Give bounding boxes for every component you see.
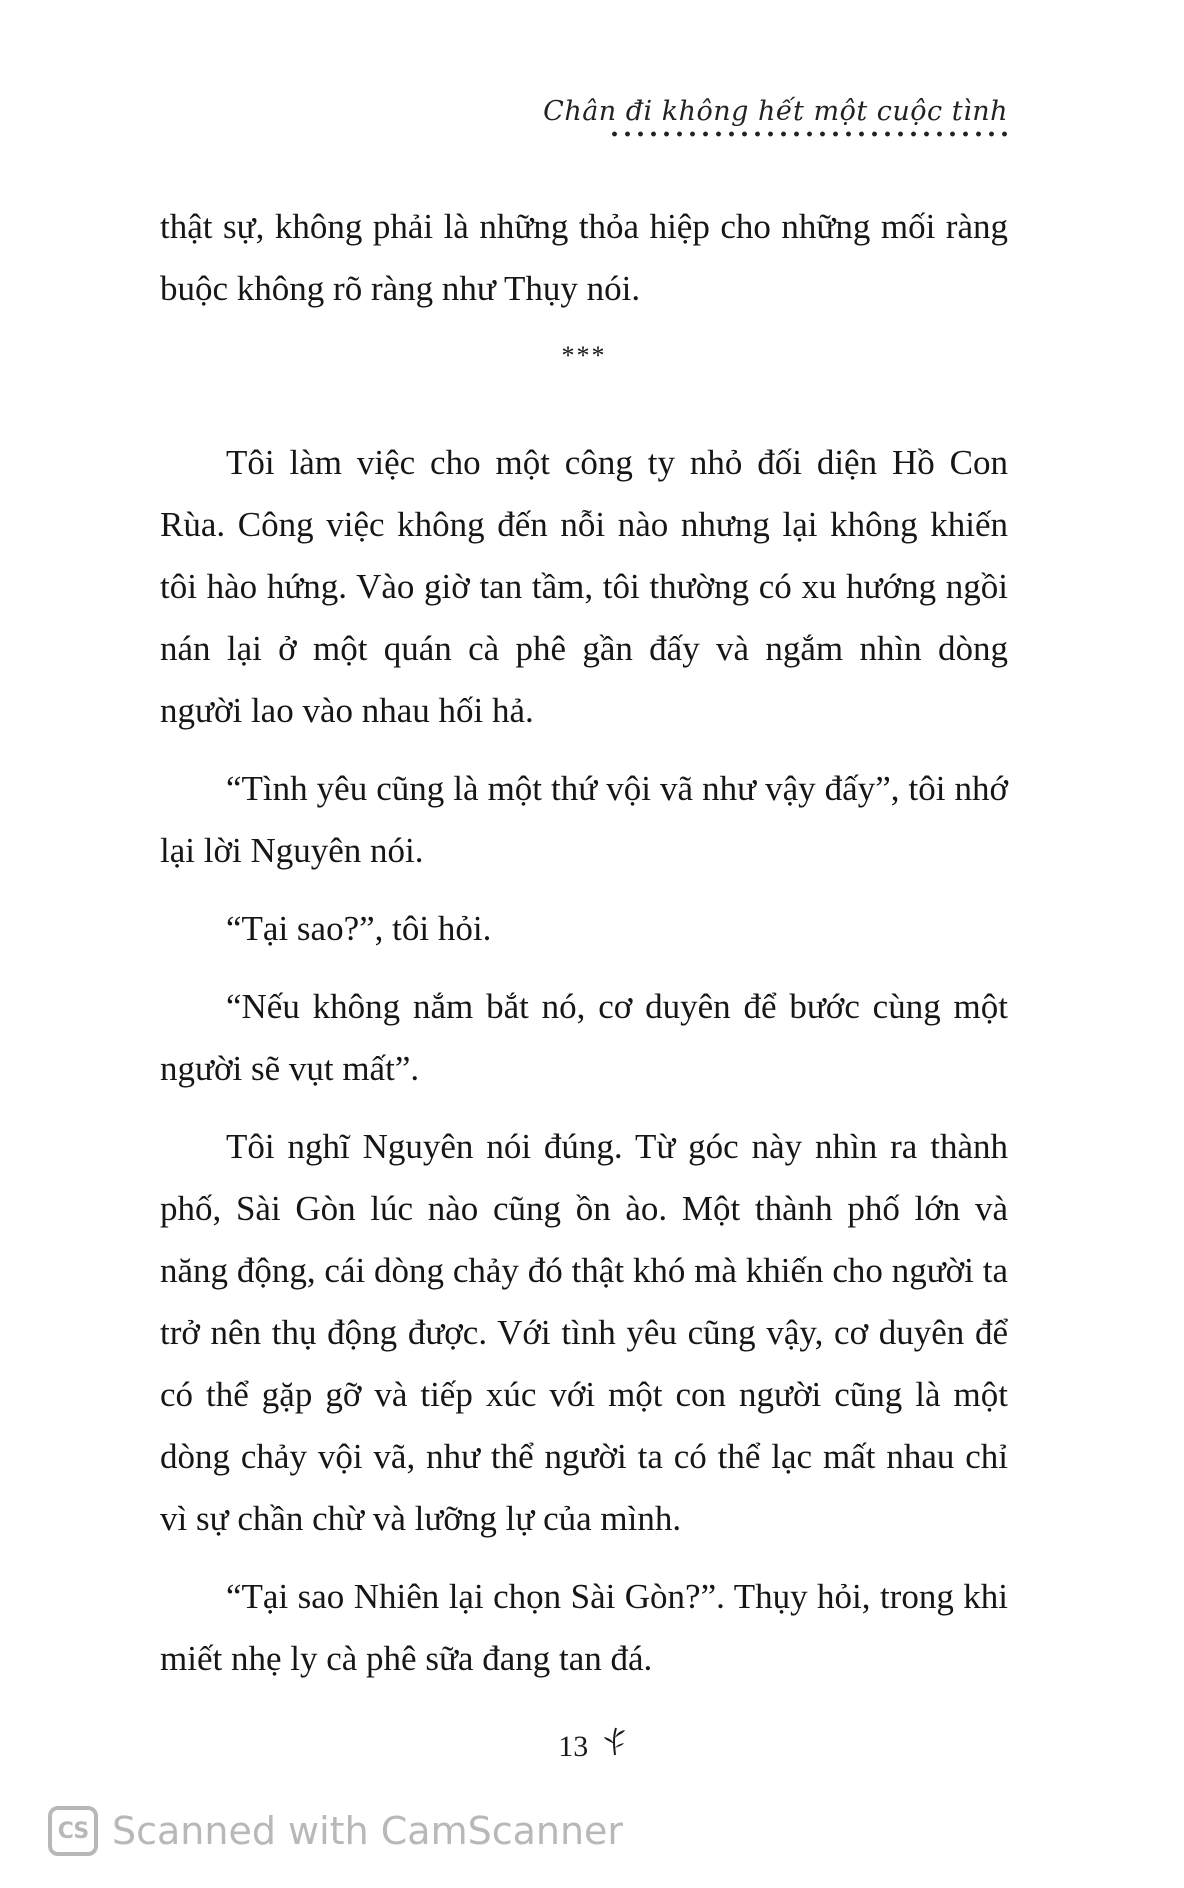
body-text bbox=[160, 196, 1008, 1706]
page-number: 13 bbox=[558, 1730, 589, 1763]
running-head bbox=[543, 96, 1008, 139]
running-head-title: Chân đi không hết một cuộc tình bbox=[543, 96, 1008, 127]
watermark-text: Scanned with CamScanner bbox=[112, 1809, 624, 1853]
paragraph-continued: thật sự, không phải là những thỏa hiệp cho những mối ràng buộc không rõ ràng như Thụy nói. bbox=[160, 207, 1008, 308]
camscanner-watermark bbox=[48, 1806, 623, 1856]
section-separator: *** bbox=[561, 341, 607, 370]
paragraph: Tôi làm việc cho một công ty nhỏ đối diện Hồ Con Rùa. Công việc không đến nỗi nào nhưng lại không khiến tôi hào hứng. Vào giờ tan tầm, tôi thường có xu hướng ngồi nán lại ở một quán cà phê gần đấy và ngắm nhìn dòng người lao vào nhau hối hả. bbox=[160, 443, 1008, 730]
camscanner-logo-icon: CS bbox=[48, 1806, 98, 1856]
paragraph: Tôi nghĩ Nguyên nói đúng. Từ góc này nhìn ra thành phố, Sài Gòn lúc nào cũng ồn ào. Một thành phố lớn và năng động, cái dòng chảy đó thật khó mà khiến cho người ta trở nên thụ động được. Với tình yêu cũng vậy, cơ duyên để có thể gặp gỡ và tiếp xúc với một con người cũng là một dòng chảy vội vã, như thể người ta có thể lạc mất nhau chỉ vì sự chần chừ và lưỡng lự của mình. bbox=[160, 1127, 1008, 1538]
paragraph: “Tại sao?”, tôi hỏi. bbox=[226, 909, 492, 948]
page-folio bbox=[0, 1726, 1184, 1764]
paragraph: “Tại sao Nhiên lại chọn Sài Gòn?”. Thụy hỏi, trong khi miết nhẹ ly cà phê sữa đang tan đá. bbox=[160, 1577, 1008, 1678]
leaf-sprig-icon bbox=[604, 1726, 626, 1764]
dotted-rule bbox=[608, 129, 1008, 139]
paragraph: “Nếu không nắm bắt nó, cơ duyên để bước cùng một người sẽ vụt mất”. bbox=[160, 987, 1008, 1088]
paragraph: “Tình yêu cũng là một thứ vội vã như vậy đấy”, tôi nhớ lại lời Nguyên nói. bbox=[160, 769, 1008, 870]
